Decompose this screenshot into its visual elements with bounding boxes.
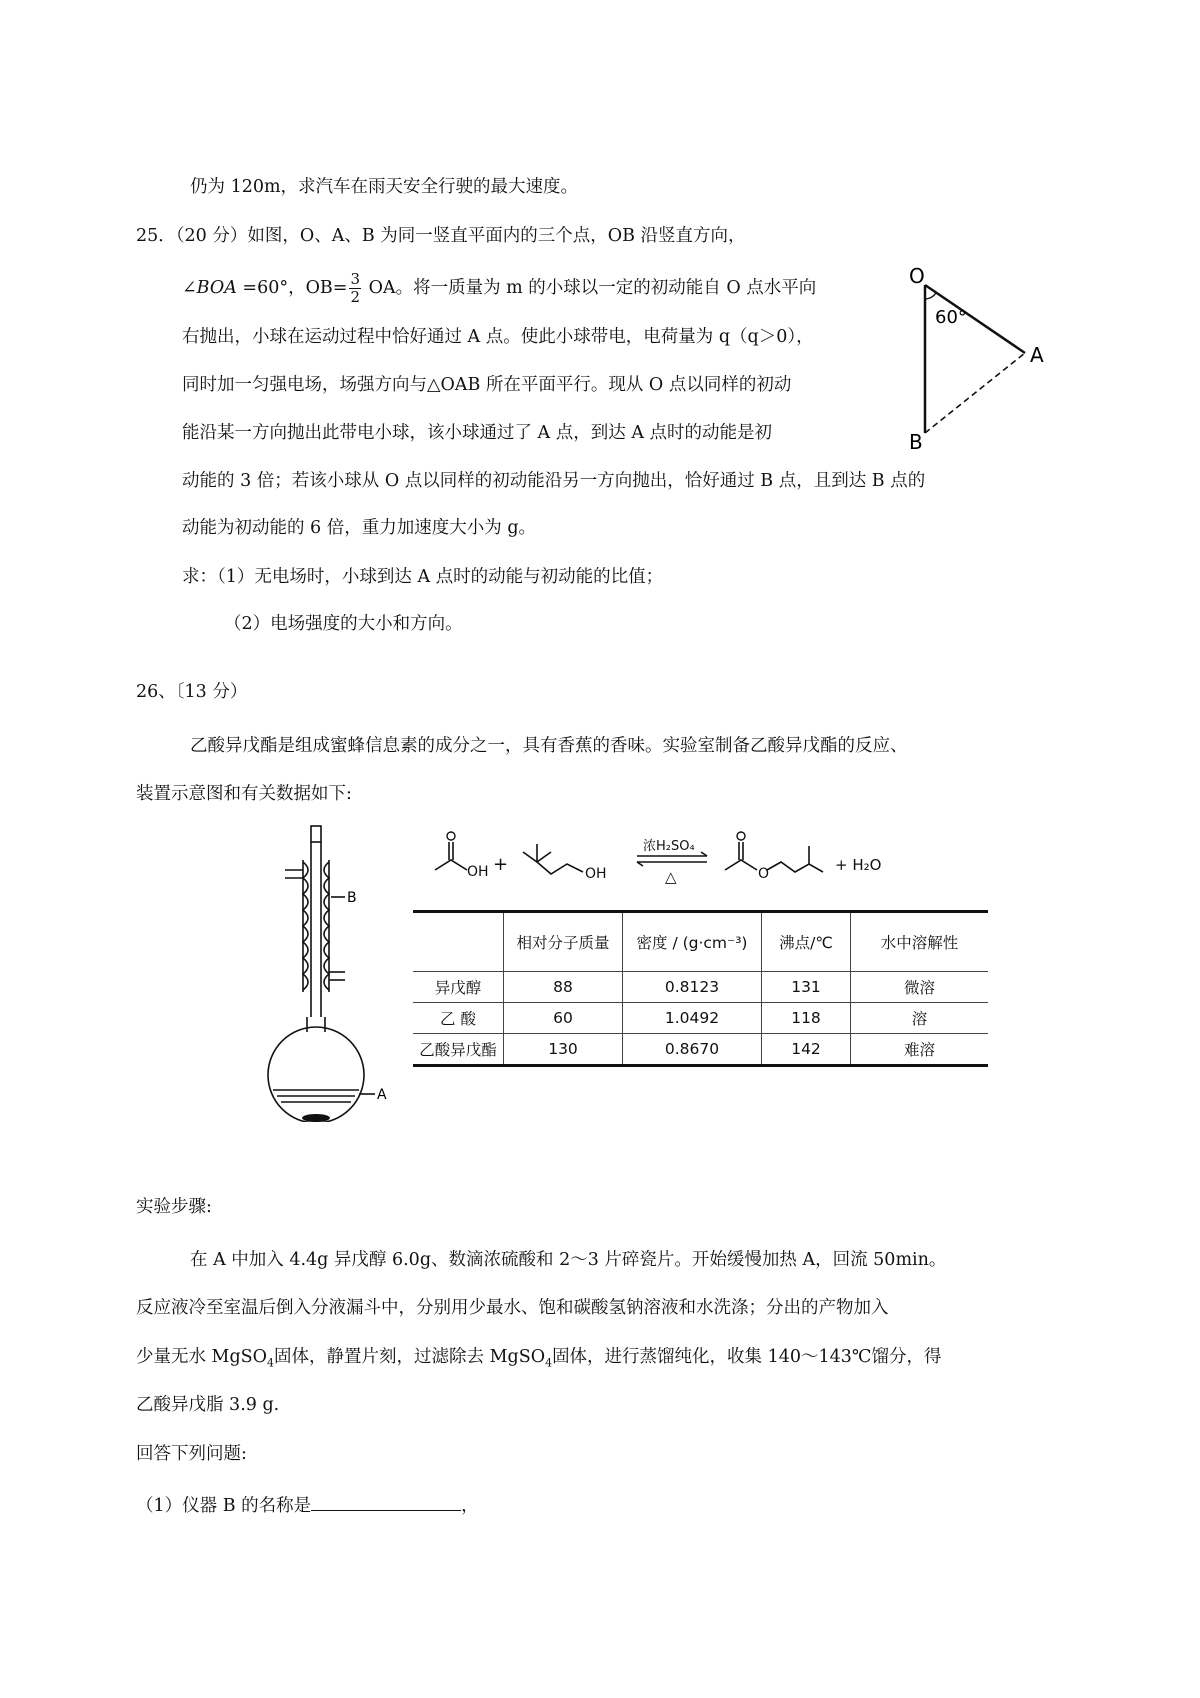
round-bottom-flask: [268, 1027, 364, 1122]
q25-line2-a: =60°，OB=: [236, 278, 348, 298]
answer-blank[interactable]: [311, 1492, 461, 1511]
question-1-text: （1）仪器 B 的名称是: [136, 1496, 312, 1516]
fraction-3-2: [349, 271, 361, 306]
q25-line1: 25．（20 分）如图，O、A、B 为同一竖直平面内的三个点，OB 沿竖直方向，: [136, 226, 746, 246]
table-cell: 131: [762, 972, 851, 1003]
table-header-cell: 沸点/℃: [762, 912, 851, 972]
carbonyl-o-1: [447, 832, 455, 840]
table-cell: 溶: [851, 1003, 989, 1034]
table-header-cell: 密度 / (g·cm⁻³): [623, 912, 762, 972]
segment-ab-dashed: [925, 353, 1025, 433]
step-line3: [136, 1345, 942, 1376]
plus-sign: +: [493, 854, 509, 875]
table-cell: 难溶: [851, 1034, 989, 1066]
ester-o: O: [758, 866, 770, 882]
label-apparatus-a: A: [377, 1087, 387, 1103]
q26-intro1: 乙酸异戊酯是组成蜜蜂信息素的成分之一，具有香蕉的香味。实验室制备乙酸异戊酯的反应、: [190, 736, 908, 756]
step-line3-a: 少量无水 MgSO: [136, 1347, 268, 1367]
angle-arc: [925, 293, 936, 299]
boiling-chips: [302, 1114, 330, 1122]
table-cell: 60: [504, 1003, 623, 1034]
ester-skeleton: [725, 860, 757, 870]
q26-heading: 26、〔13 分）: [136, 682, 248, 702]
condition-h2so4: 浓H₂SO₄: [643, 839, 695, 854]
label-o: O: [909, 265, 925, 288]
label-angle-60: 60°: [935, 307, 967, 328]
label-apparatus-b: B: [347, 890, 357, 906]
question-1: [136, 1492, 479, 1518]
oh-alcohol: OH: [585, 866, 607, 882]
step-line3-c: 固体，进行蒸馏纯化，收集 140～143℃馏分，得: [552, 1347, 942, 1367]
q25-line2: [182, 268, 816, 308]
properties-table: [413, 910, 988, 1067]
q25-line4: 同时加一匀强电场，场强方向与△OAB 所在平面平行。现从 O 点以同样的初动: [182, 375, 792, 395]
q25-line5: 能沿某一方向抛出此带电小球，该小球通过了 A 点，到达 A 点时的动能是初: [182, 423, 773, 443]
water-product: + H₂O: [835, 856, 882, 874]
q26-intro2: 装置示意图和有关数据如下:: [136, 784, 352, 804]
step-line4: 乙酸异戊脂 3.9 g.: [136, 1395, 280, 1415]
table-header-cell: 水中溶解性: [851, 912, 989, 972]
fraction-denominator: 2: [350, 288, 361, 306]
q25-ask2: （2）电场强度的大小和方向。: [224, 614, 463, 634]
step-line3-b: 固体，静置片刻，过滤除去 MgSO: [274, 1347, 546, 1367]
oh-acid: OH: [467, 864, 489, 880]
table-cell: 异戊醇: [413, 972, 504, 1003]
stopper: [311, 826, 321, 842]
q25-line3: 右抛出，小球在运动过程中恰好通过 A 点。使此小球带电，电荷量为 q（q＞0），: [182, 327, 814, 347]
q25-line2-b: OA。将一质量为 m 的小球以一定的初动能自 O 点水平向: [363, 278, 817, 298]
table-cell: 微溶: [851, 972, 989, 1003]
q25-ask1: 求：（1）无电场时，小球到达 A 点时的动能与初动能的比值；: [182, 567, 664, 587]
condition-heat: △: [665, 868, 677, 886]
q25-line6: 动能的 3 倍；若该小球从 O 点以同样的初动能沿另一方向抛出，恰好通过 B 点，且到达 B 点的: [182, 471, 926, 491]
subscript-4: 4: [545, 1356, 553, 1370]
table-cell: 乙酸异戊酯: [413, 1034, 504, 1066]
q24-tail-text: 仍为 120m，求汽车在雨天安全行驶的最大速度。: [190, 177, 579, 197]
subscript-4: 4: [267, 1356, 275, 1370]
table-cell: 142: [762, 1034, 851, 1066]
reflux-apparatus-figure: [265, 822, 415, 1122]
label-b: B: [909, 430, 923, 454]
reaction-scheme: [425, 822, 985, 902]
table-cell: 88: [504, 972, 623, 1003]
acetic-acid-skeleton: [435, 860, 467, 870]
table-cell: 130: [504, 1034, 623, 1066]
table-row: [413, 1034, 988, 1066]
fraction-numerator: 3: [350, 270, 361, 288]
q25-line7: 动能为初动能的 6 倍，重力加速度大小为 g。: [182, 518, 537, 538]
steps-title: 实验步骤:: [136, 1197, 212, 1217]
angle-symbol: ∠BOA: [182, 278, 237, 298]
question-1-comma: ，: [461, 1496, 479, 1516]
table-cell: 1.0492: [623, 1003, 762, 1034]
label-a: A: [1030, 343, 1044, 367]
table-header-row: [413, 912, 988, 972]
table-cell: 0.8123: [623, 972, 762, 1003]
triangle-oab-figure: [905, 265, 1065, 465]
table-row: [413, 1003, 988, 1034]
answer-intro: 回答下列问题:: [136, 1444, 247, 1464]
step-line1: 在 A 中加入 4.4g 异戊醇 6.0g、数滴浓硫酸和 2～3 片碎瓷片。开始缓慢加热 A，回流 50min。: [190, 1250, 947, 1270]
table-header-cell: [413, 912, 504, 972]
table-cell: 乙 酸: [413, 1003, 504, 1034]
table-cell: 0.8670: [623, 1034, 762, 1066]
carbonyl-o-2: [737, 832, 745, 840]
step-line2: 反应液冷至室温后倒入分液漏斗中，分别用少最水、饱和碳酸氢钠溶液和水洗涤；分出的产物加入: [136, 1298, 889, 1318]
table-header-cell: 相对分子质量: [504, 912, 623, 972]
table-cell: 118: [762, 1003, 851, 1034]
table-row: [413, 972, 988, 1003]
